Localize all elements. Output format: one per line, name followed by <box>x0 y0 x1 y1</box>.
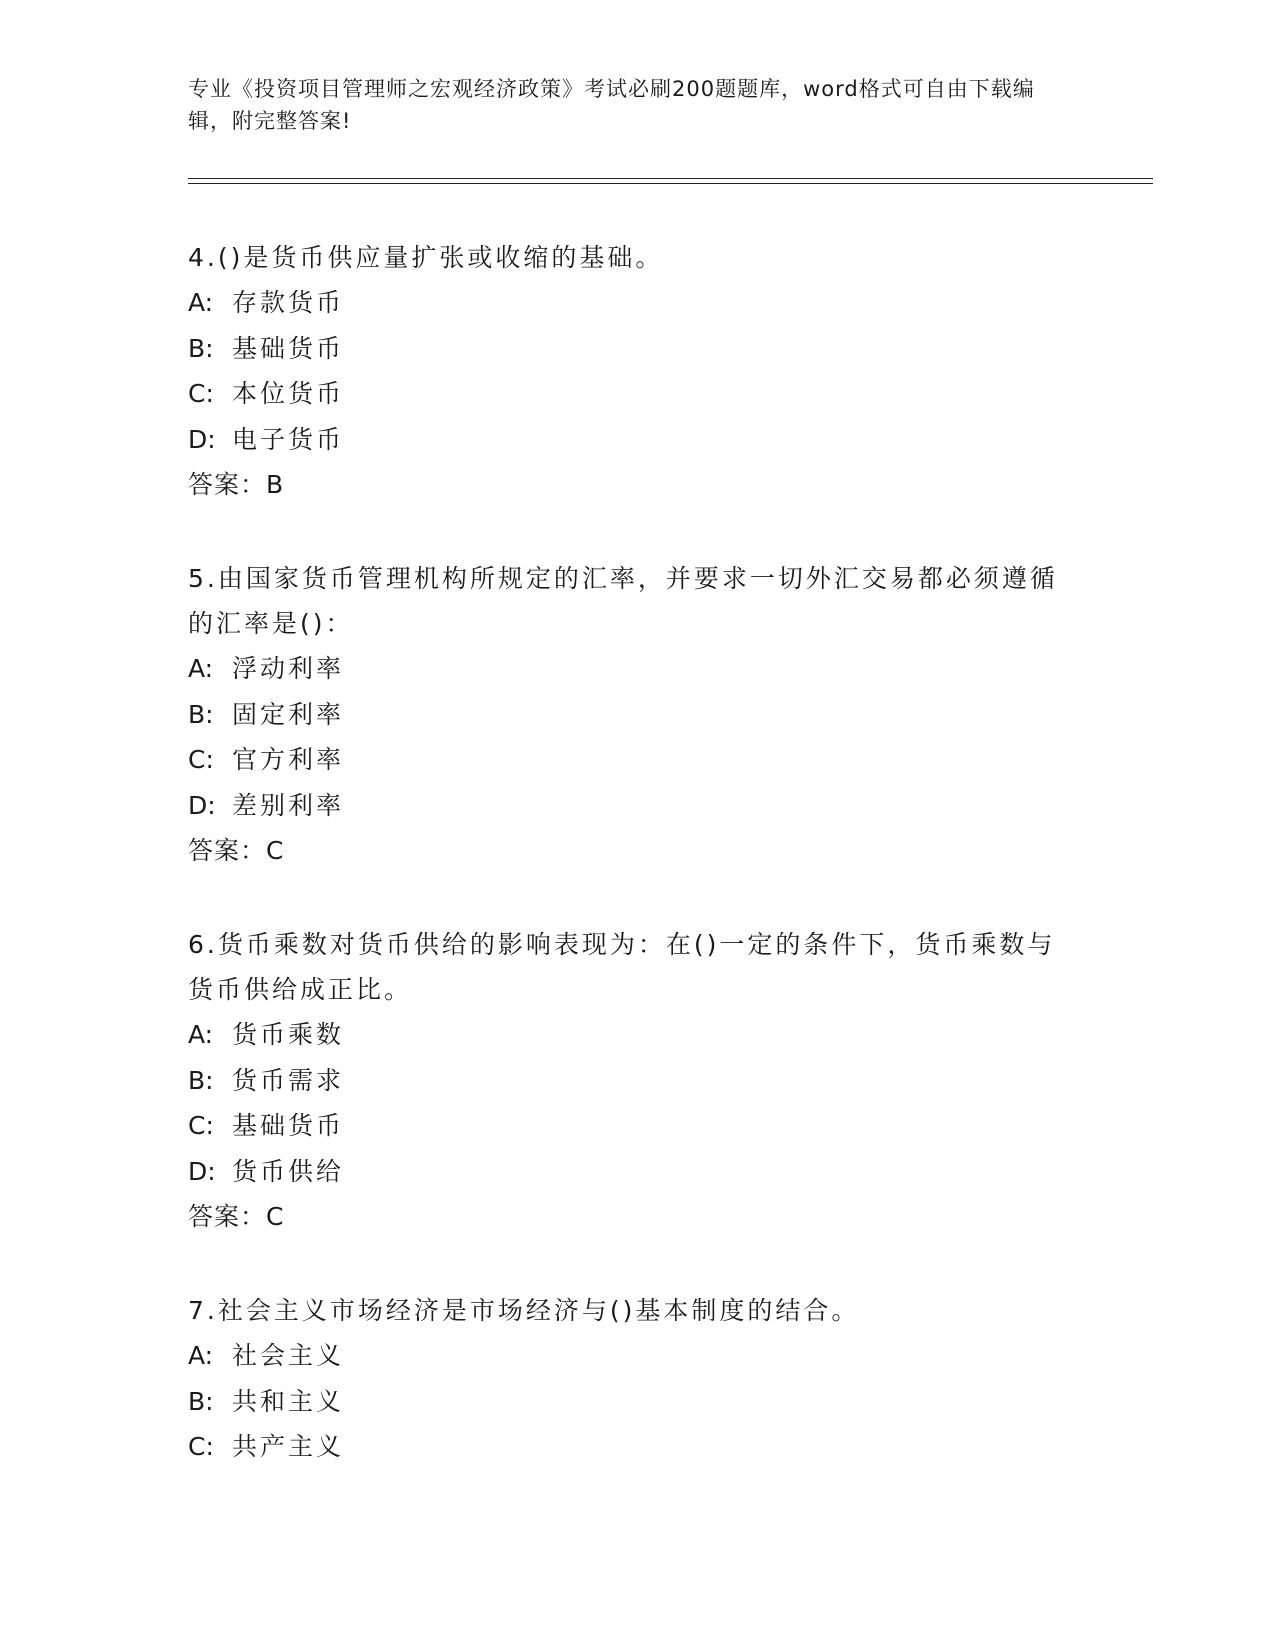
option-text: 差别利率 <box>232 790 345 820</box>
option-text: 存款货币 <box>232 288 345 317</box>
option-text: 货币乘数 <box>232 1020 345 1049</box>
option-text: 固定利率 <box>232 699 345 729</box>
option-a <box>188 1333 1068 1379</box>
option-letter: A: <box>188 654 214 683</box>
option-letter: A: <box>188 1341 214 1370</box>
option-letter: D: <box>188 790 216 820</box>
question-7 <box>188 1288 1068 1470</box>
option-a <box>188 1012 1068 1058</box>
option-text: 货币供给 <box>232 1156 345 1186</box>
header-divider-top <box>188 178 1153 179</box>
answer-line: 答案：B <box>188 470 285 499</box>
option-text: 基础货币 <box>232 333 345 363</box>
option-c <box>188 1103 1068 1149</box>
question-text: 6.货币乘数对货币供给的影响表现为：在()一定的条件下，货币乘数与货币供给成正比。 <box>188 930 1056 1004</box>
option-a <box>188 280 1068 326</box>
option-text: 社会主义 <box>232 1341 345 1370</box>
question-6 <box>188 922 1068 1239</box>
option-c <box>188 737 1068 783</box>
document-header: 专业《投资项目管理师之宏观经济政策》考试必刷200题题库，word格式可自由下载编辑，附完整答案! <box>188 77 1035 133</box>
question-list <box>188 235 1068 1519</box>
option-text: 货币需求 <box>232 1065 345 1095</box>
option-text: 共和主义 <box>232 1386 345 1416</box>
question-4 <box>188 235 1068 507</box>
question-5 <box>188 556 1068 873</box>
option-text: 官方利率 <box>232 745 345 774</box>
option-letter: A: <box>188 288 214 317</box>
option-letter: C: <box>188 1111 214 1140</box>
question-text: 5.由国家货币管理机构所规定的汇率，并要求一切外汇交易都必须遵循的汇率是()： <box>188 564 1058 638</box>
option-letter: D: <box>188 1156 216 1186</box>
option-letter: C: <box>188 745 214 774</box>
option-letter: C: <box>188 1432 214 1461</box>
option-c <box>188 371 1068 417</box>
question-text: 7.社会主义市场经济是市场经济与()基本制度的结合。 <box>188 1296 860 1325</box>
option-letter: A: <box>188 1020 214 1049</box>
option-d <box>188 1149 1068 1195</box>
option-text: 电子货币 <box>232 424 345 454</box>
option-d <box>188 417 1068 463</box>
option-text: 共产主义 <box>232 1432 345 1461</box>
header-divider-bottom <box>188 183 1153 184</box>
option-a <box>188 646 1068 692</box>
option-d <box>188 783 1068 829</box>
question-text: 4.()是货币供应量扩张或收缩的基础。 <box>188 243 664 272</box>
answer-line: 答案：C <box>188 836 285 865</box>
option-letter: B: <box>188 1065 214 1095</box>
option-b <box>188 1058 1068 1104</box>
option-text: 本位货币 <box>232 379 345 408</box>
option-letter: B: <box>188 1386 214 1416</box>
option-text: 浮动利率 <box>232 654 345 683</box>
option-text: 基础货币 <box>232 1111 345 1140</box>
option-letter: C: <box>188 379 214 408</box>
option-letter: B: <box>188 333 214 363</box>
option-letter: B: <box>188 699 214 729</box>
option-b <box>188 692 1068 738</box>
option-b <box>188 1379 1068 1425</box>
answer-line: 答案：C <box>188 1202 285 1231</box>
option-letter: D: <box>188 424 216 454</box>
option-c <box>188 1424 1068 1470</box>
option-b <box>188 326 1068 372</box>
